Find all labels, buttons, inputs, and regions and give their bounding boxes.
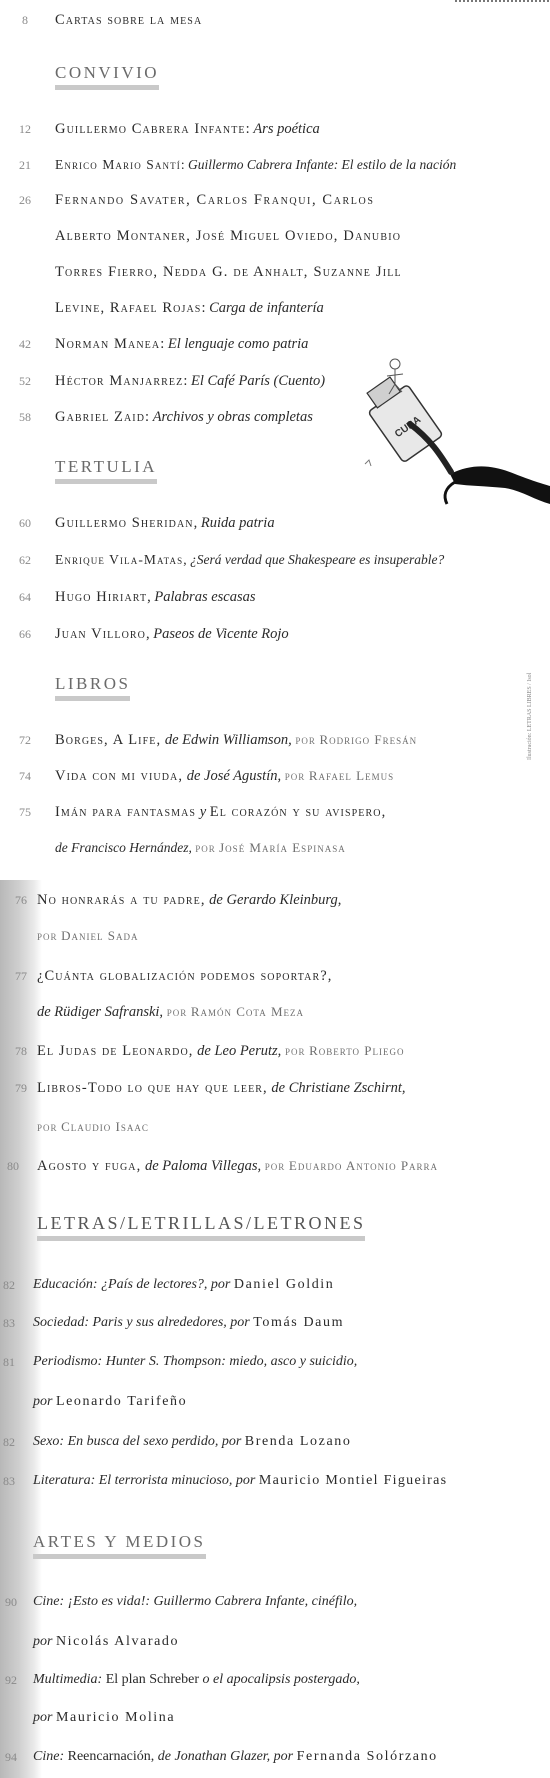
- page-number: 42: [19, 337, 31, 351]
- book-author: de Paloma Villegas,: [144, 1158, 262, 1174]
- entry-author: Tomás Daum: [253, 1315, 345, 1330]
- entry-author: Brenda Lozano: [244, 1434, 352, 1449]
- book-title: Imán para fantasmas: [55, 804, 197, 820]
- entry-title: El plan Schreber: [105, 1672, 200, 1687]
- reviewer-name: Rodrigo Fresán: [319, 732, 418, 747]
- por-label: por: [33, 1394, 53, 1409]
- entry-title: Guillermo Cabrera Infante: El estilo de la nación: [187, 157, 457, 172]
- por-label: por: [264, 1158, 286, 1173]
- page-number: 82: [3, 1278, 15, 1292]
- entry-author: Guillermo Sheridan: [55, 515, 194, 531]
- reviewer-name: Daniel Sada: [61, 928, 139, 943]
- entry-title: ¿Será verdad que Shakespeare es insuperable?: [189, 552, 445, 567]
- entry-title: Archivos y obras completas: [152, 409, 313, 425]
- por-label: por: [33, 1710, 53, 1725]
- por-label: por: [295, 732, 316, 747]
- page-number: 64: [19, 590, 31, 604]
- section-heading-libros: LIBROS: [55, 674, 130, 701]
- bottle-label: CUBA: [393, 414, 424, 441]
- section-heading-tertulia: TERTULIA: [55, 457, 157, 484]
- por-label: por: [284, 768, 306, 783]
- book-author: de Francisco Hernández,: [55, 840, 192, 855]
- conjunction: y: [199, 804, 207, 820]
- entry-title: Carga de infantería: [209, 300, 324, 316]
- entry-author: Gabriel Zaid: [55, 409, 146, 425]
- reviewer-name: José María Espinasa: [219, 840, 346, 855]
- book-author: de Christiane Zschirnt,: [271, 1080, 406, 1096]
- por-label: por: [284, 1043, 306, 1058]
- page-number: 78: [15, 1044, 27, 1058]
- book-author: de Rüdiger Safranski,: [37, 1004, 164, 1020]
- entry-author: Enrique Vila-Matas: [55, 552, 184, 567]
- page-number: 90: [5, 1595, 17, 1609]
- page-number: 76: [15, 893, 27, 907]
- book-author: de Gerardo Kleinburg,: [209, 892, 342, 908]
- entry-title: Literatura: El terrorista minucioso, por: [33, 1473, 256, 1488]
- entry-title: Sociedad: Paris y sus alrededores, por: [33, 1315, 250, 1330]
- entry-label: Multimedia:: [33, 1672, 103, 1687]
- entry-author: Juan Villoro: [55, 626, 147, 642]
- page-number: 62: [19, 553, 31, 567]
- page-number: 83: [3, 1316, 15, 1330]
- book-title: ¿Cuánta globalización podemos soportar?,: [37, 968, 333, 984]
- section-heading-letras: LETRAS/LETRILLAS/LETRONES: [37, 1213, 365, 1241]
- por-label: por: [33, 1634, 53, 1649]
- entry-author: Mauricio Molina: [55, 1710, 176, 1725]
- entry-title: Ruida patria: [200, 515, 275, 531]
- reviewer-name: Ramón Cota Meza: [190, 1004, 305, 1019]
- entry-authors-line: Levine, Rafael Rojas: [55, 300, 202, 316]
- entry-title: El Café París (Cuento): [190, 373, 326, 389]
- page-number: 81: [3, 1355, 15, 1369]
- page-number: 79: [15, 1081, 27, 1095]
- por-label: por: [195, 840, 216, 855]
- entry-author: Hugo Hiriart: [55, 589, 148, 605]
- book-title: Libros-Todo lo que hay que leer,: [37, 1080, 268, 1096]
- section-heading-convivio: CONVIVIO: [55, 63, 159, 90]
- entry-author: Mauricio Montiel Figueiras: [258, 1473, 448, 1488]
- page-number: 12: [19, 122, 31, 136]
- book-author: de Edwin Williamson,: [164, 732, 292, 748]
- book-title: Borges, A Life,: [55, 732, 162, 748]
- entry-title: Paseos de Vicente Rojo: [153, 626, 289, 642]
- entry-title: El lenguaje como patria: [167, 336, 309, 352]
- entry-title: Ars poética: [253, 121, 320, 137]
- entry-label: Cine:: [33, 1749, 65, 1764]
- page-number: 77: [15, 969, 27, 983]
- page-number: 21: [19, 158, 31, 172]
- illustration: [355, 354, 550, 519]
- entry-title: Cartas sobre la mesa: [55, 12, 203, 28]
- book-title: El corazón y su avispero,: [209, 804, 387, 820]
- page-number: 66: [19, 627, 31, 641]
- book-title: No honrarás a tu padre,: [37, 892, 206, 908]
- top-rule: [455, 0, 550, 2]
- page-number: 26: [19, 193, 31, 207]
- page-number: 58: [19, 410, 31, 424]
- entry-author: Fernanda Solórzano: [296, 1749, 438, 1764]
- page-number: 83: [3, 1474, 15, 1488]
- entry-authors-line: Alberto Montaner, José Miguel Oviedo, Danubio: [55, 228, 402, 244]
- ink-bottle-illustration: [355, 354, 550, 514]
- entry-title: Cine: ¡Esto es vida!: Guillermo Cabrera Infante, cinéfilo,: [33, 1594, 358, 1609]
- section-heading-artes: ARTES Y MEDIOS: [33, 1532, 206, 1559]
- entry-title: Educación: ¿País de lectores?, por: [33, 1277, 231, 1292]
- page-number: 52: [19, 374, 31, 388]
- entry-subtitle: de Jonathan Glazer, por: [157, 1749, 294, 1764]
- entry-author: Guillermo Cabrera Infante: [55, 121, 246, 137]
- entry-title: Reencarnación,: [67, 1749, 155, 1764]
- page-number: 92: [5, 1673, 17, 1687]
- entry-title: Periodismo: Hunter S. Thompson: miedo, asco y suicidio,: [33, 1354, 358, 1369]
- entry-author: Daniel Goldin: [233, 1277, 335, 1292]
- page-number: 72: [19, 733, 31, 747]
- por-label: por: [37, 928, 58, 943]
- book-author: de José Agustín,: [186, 768, 282, 784]
- book-title: El Judas de Leonardo,: [37, 1043, 194, 1059]
- book-title: Agosto y fuga,: [37, 1158, 142, 1174]
- page-number: 60: [19, 516, 31, 530]
- page-number: 94: [5, 1750, 17, 1764]
- entry-title: Palabras escasas: [154, 589, 256, 605]
- page-number: 8: [22, 13, 28, 27]
- por-label: por: [37, 1119, 58, 1134]
- entry-authors-line: Fernando Savater, Carlos Franqui, Carlos: [55, 192, 375, 208]
- page-number: 80: [7, 1159, 19, 1173]
- entry-subtitle: o el apocalipsis postergado,: [202, 1672, 360, 1687]
- book-title: Vida con mi viuda,: [55, 768, 184, 784]
- book-author: de Leo Perutz,: [197, 1043, 282, 1059]
- entry-author: Nicolás Alvarado: [55, 1634, 180, 1649]
- illustration-credit: Ilustración: LETRAS LIBRES / Isol: [527, 672, 533, 760]
- reviewer-name: Roberto Pliego: [309, 1043, 405, 1058]
- reviewer-name: Eduardo Antonio Parra: [288, 1158, 439, 1173]
- page-number: 82: [3, 1435, 15, 1449]
- entry-author: Héctor Manjarrez: [55, 373, 184, 389]
- reviewer-name: Rafael Lemus: [308, 768, 395, 783]
- page-number: 74: [19, 769, 31, 783]
- entry-author: Leonardo Tarifeño: [55, 1394, 188, 1409]
- entry-author: Enrico Mario Santí: [55, 157, 181, 172]
- por-label: por: [166, 1004, 188, 1019]
- entry-authors-line: Torres Fierro, Nedda G. de Anhalt, Suzanne Jill: [55, 264, 402, 280]
- entry-author: Norman Manea: [55, 336, 161, 352]
- reviewer-name: Claudio Isaac: [61, 1119, 149, 1134]
- entry-title: Sexo: En busca del sexo perdido, por: [33, 1434, 242, 1449]
- page-number: 75: [19, 805, 31, 819]
